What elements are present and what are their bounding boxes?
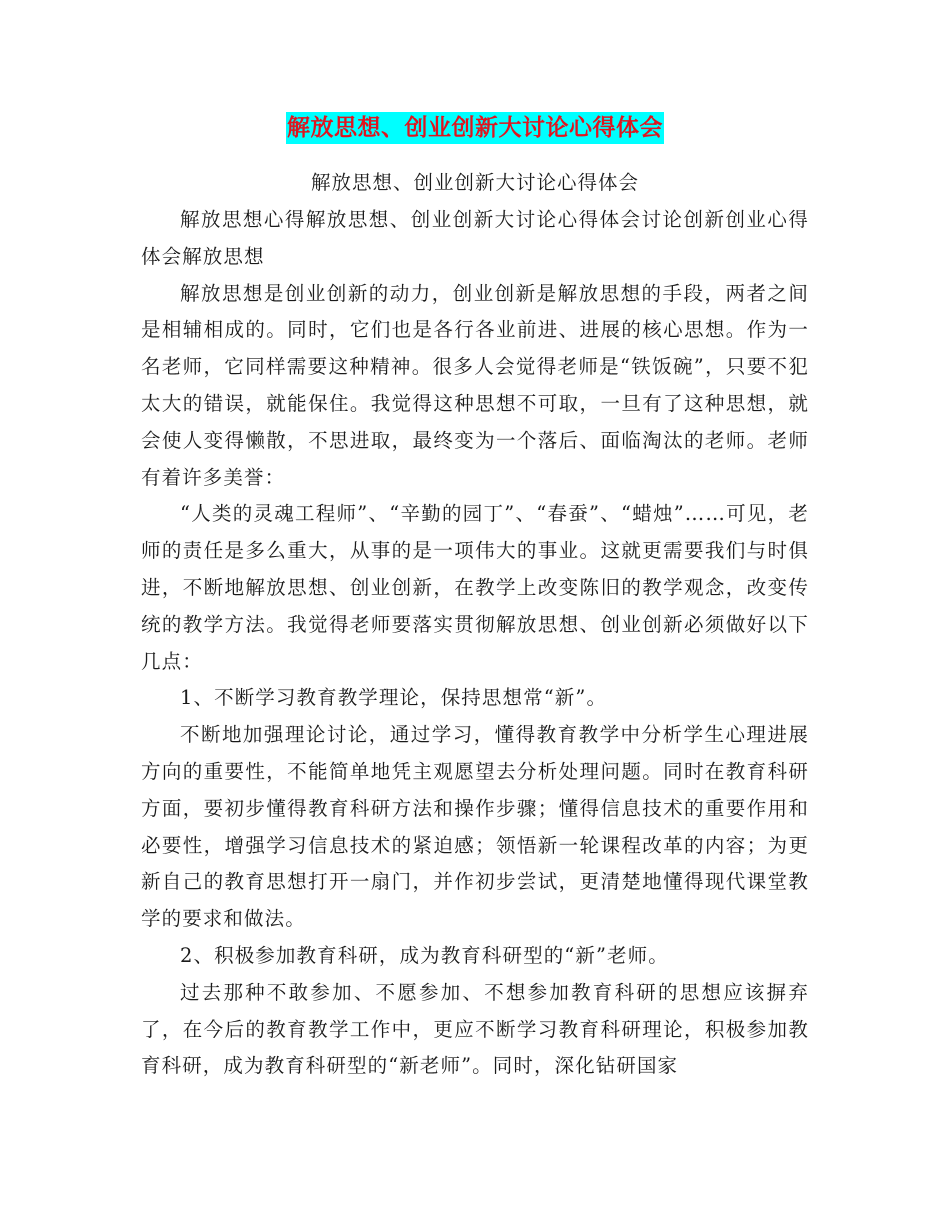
- paragraph: 解放思想是创业创新的动力，创业创新是解放思想的手段，两者之间是相辅相成的。同时，它们也是各行各业前进、进展的核心思想。作为一名老师，它同样需要这种精神。很多人会觉得老师是“铁饭碗”，只要不犯太大的错误，就能保住。我觉得这种思想不可取，一旦有了这种思想，就会使人变得懒散，不思进取，最终变为一个落后、面临淘汰的老师。老师有着许多美誉：: [141, 281, 809, 489]
- paragraph: 1、不断学习教育教学理论，保持思想常“新”。: [180, 686, 608, 710]
- paragraph: 2、积极参加教育科研，成为教育科研型的“新”老师。: [180, 943, 669, 967]
- paragraph: “人类的灵魂工程师”、“辛勤的园丁”、“春蚕”、“蜡烛”……可见，老师的责任是多么重大，从事的是一项伟大的事业。这就更需要我们与时俱进，不断地解放思想、创业创新，在教学上改变陈旧的教学观念，改变传统的教学方法。我觉得老师要落实贯彻解放思想、创业创新必须做好以下几点：: [141, 502, 809, 673]
- document-body: [141, 202, 809, 1085]
- paragraph: 过去那种不敢参加、不愿参加、不想参加教育科研的思想应该摒弃了，在今后的教育教学工作中，更应不断学习教育科研理论，积极参加教育科研，成为教育科研型的“新老师”。同时，深化钻研国家: [141, 980, 809, 1078]
- paragraph: 解放思想心得解放思想、创业创新大讨论心得体会讨论创新创业心得体会解放思想: [141, 208, 809, 268]
- paragraph: 不断地加强理论讨论，通过学习，懂得教育教学中分析学生心理进展方向的重要性，不能简单地凭主观愿望去分析处理问题。同时在教育科研方面，要初步懂得教育科研方法和操作步骤；懂得信息技术的重要作用和必要性，增强学习信息技术的紧迫感；领悟新一轮课程改革的内容；为更新自己的教育思想打开一扇门，并作初步尝试，更清楚地懂得现代课堂教学的要求和做法。: [141, 723, 809, 931]
- document-title: 解放思想、创业创新大讨论心得体会: [286, 112, 664, 144]
- title-container: [0, 112, 950, 144]
- document-subtitle: 解放思想、创业创新大讨论心得体会: [310, 171, 639, 194]
